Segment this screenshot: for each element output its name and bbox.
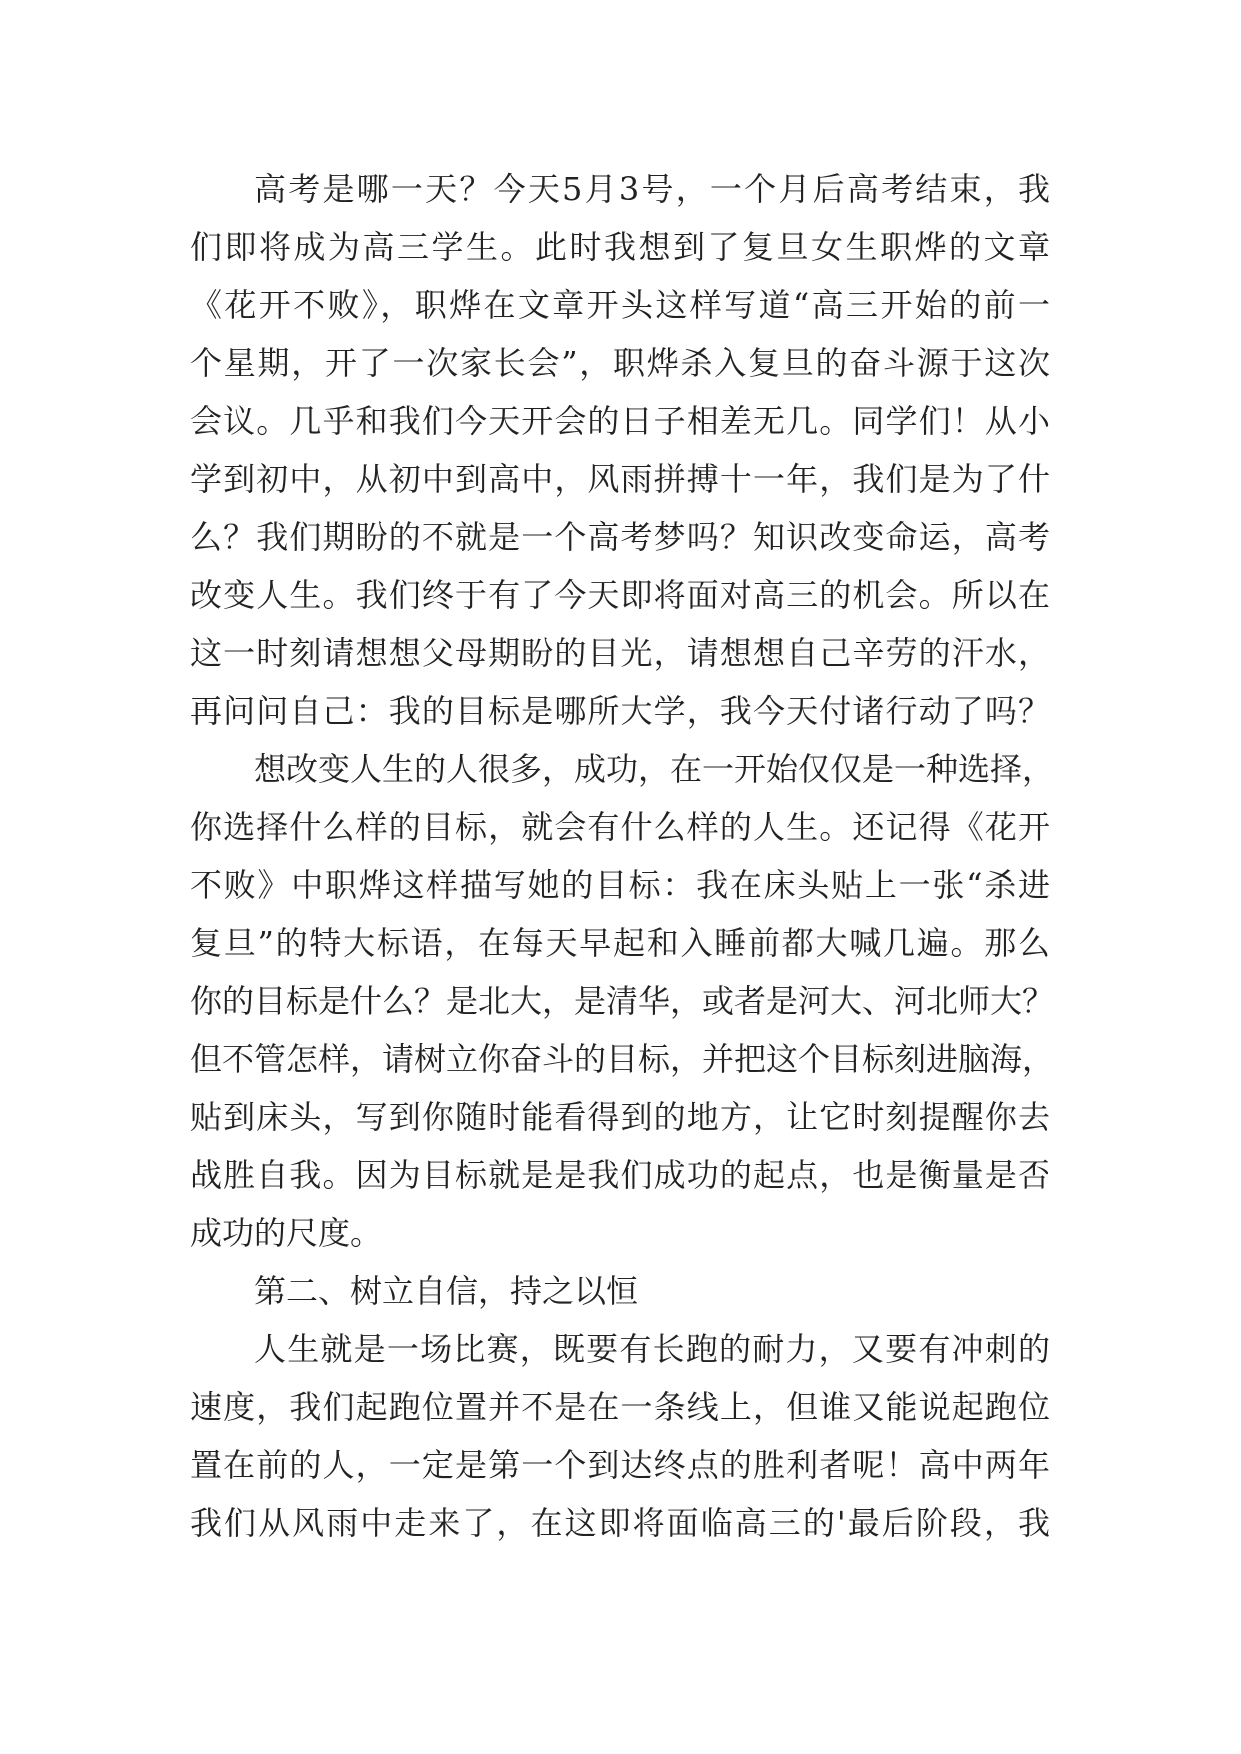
document-body	[190, 160, 1055, 1552]
paragraph-2-line-2: 你选择什么样的目标，就会有什么样的人生。还记得《花开	[190, 808, 1050, 846]
paragraph-1-line-9: 这一时刻请想想父母期盼的目光，请想想自己辛劳的汗水，	[190, 634, 1050, 672]
paragraph-3-line-4: 我们从风雨中走来了，在这即将面临高三的'最后阶段，我	[190, 1504, 1050, 1542]
paragraph-2-line-7: 贴到床头，写到你随时能看得到的地方，让它时刻提醒你去	[190, 1098, 1050, 1136]
paragraph-1-line-10: 再问问自己：我的目标是哪所大学，我今天付诸行动了吗？	[190, 692, 1050, 730]
paragraph-2-line-8: 战胜自我。因为目标就是是我们成功的起点，也是衡量是否	[190, 1156, 1050, 1194]
paragraph-2-line-3: 不败》中职烨这样描写她的目标：我在床头贴上一张“杀进	[190, 866, 1050, 904]
paragraph-1-line-8: 改变人生。我们终于有了今天即将面对高三的机会。所以在	[190, 576, 1050, 614]
paragraph-1-line-3: 《花开不败》，职烨在文章开头这样写道“高三开始的前一	[190, 286, 1050, 324]
paragraph-3-line-2: 速度，我们起跑位置并不是在一条线上，但谁又能说起跑位	[190, 1388, 1050, 1426]
paragraph-2-line-6: 但不管怎样，请树立你奋斗的目标，并把这个目标刻进脑海，	[190, 1040, 1055, 1078]
paragraph-1-line-2: 们即将成为高三学生。此时我想到了复旦女生职烨的文章	[190, 228, 1050, 266]
paragraph-2-line-1: 想改变人生的人很多，成功，在一开始仅仅是一种选择，	[254, 750, 1055, 788]
paragraph-1-line-4: 个星期，开了一次家长会”，职烨杀入复旦的奋斗源于这次	[190, 344, 1050, 382]
paragraph-1-line-1: 高考是哪一天？今天5月3号，一个月后高考结束，我	[254, 170, 1050, 208]
paragraph-2-line-4: 复旦”的特大标语，在每天早起和入睡前都大喊几遍。那么	[190, 924, 1050, 962]
paragraph-1-line-5: 会议。几乎和我们今天开会的日子相差无几。同学们！从小	[190, 402, 1050, 440]
paragraph-2-line-9: 成功的尺度。	[190, 1214, 383, 1252]
section-heading: 第二、树立自信，持之以恒	[254, 1272, 639, 1310]
paragraph-2-line-5: 你的目标是什么？是北大，是清华，或者是河大、河北师大？	[190, 982, 1055, 1020]
paragraph-1-line-6: 学到初中，从初中到高中，风雨拼搏十一年，我们是为了什	[190, 460, 1050, 498]
paragraph-3-line-1: 人生就是一场比赛，既要有长跑的耐力，又要有冲刺的	[254, 1330, 1050, 1368]
paragraph-1-line-7: 么？我们期盼的不就是一个高考梦吗？知识改变命运，高考	[190, 518, 1050, 556]
paragraph-3-line-3: 置在前的人，一定是第一个到达终点的胜利者呢！高中两年	[190, 1446, 1050, 1484]
